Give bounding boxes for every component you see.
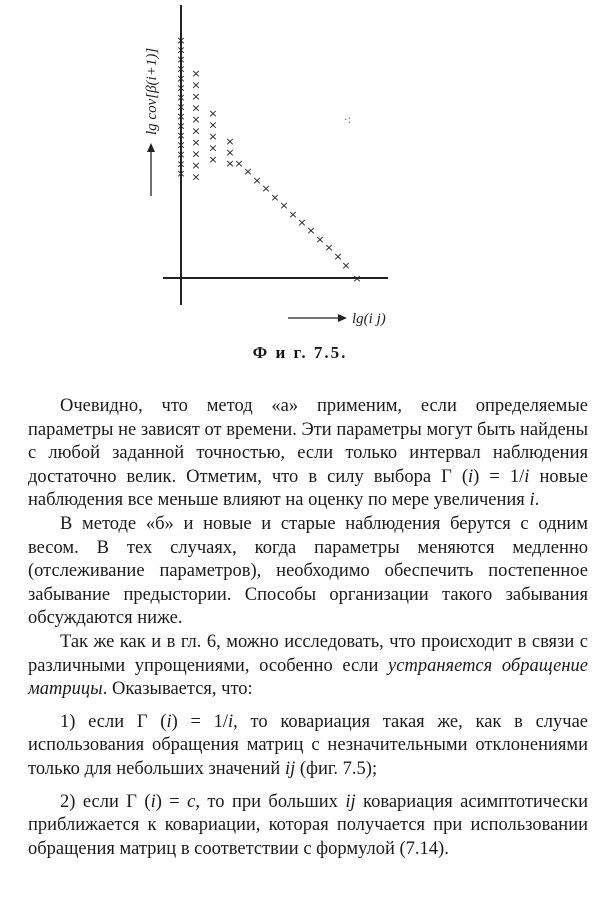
paragraph-p5: [28, 791, 588, 862]
data-marker: ×: [176, 119, 186, 133]
data-marker: ×: [225, 146, 235, 159]
paragraph-p3: [28, 631, 588, 702]
data-marker: ×: [191, 170, 201, 184]
data-marker: ×: [176, 100, 186, 114]
data-marker: ×: [279, 199, 289, 212]
text-run: новые наблюдения все меньше влияют на оценку по мере увеличения: [28, 466, 589, 511]
data-marker: ×: [191, 159, 201, 172]
data-marker: ×: [208, 153, 218, 166]
data-marker: ×: [208, 141, 218, 155]
text-run: ) =: [155, 791, 188, 812]
data-marker: ×: [208, 107, 218, 120]
paragraph-p1: [28, 395, 588, 513]
data-marker: ×: [176, 81, 186, 95]
data-marker: ×: [176, 62, 186, 76]
data-marker: ×: [225, 135, 235, 148]
data-marker: ×: [176, 129, 186, 142]
text-run: ) = 1/: [171, 711, 229, 732]
data-marker: ×: [352, 272, 362, 285]
text-run: 2) если Γ (: [60, 791, 151, 812]
text-run: ковариация асимптотически приближается к ковариации, которая получается при использовании обращения матриц в соответствии с формулой (7.14).: [28, 791, 588, 859]
paragraph-p4: [28, 711, 588, 782]
text-run: ij: [284, 758, 296, 779]
text-run: i: [468, 466, 474, 487]
data-marker: ×: [176, 53, 186, 66]
data-marker: ×: [270, 191, 280, 204]
data-marker: ×: [333, 250, 343, 263]
text-run: i: [166, 711, 172, 732]
text-run: , то ковариация такая же, как в случае использования обращения матриц с незначительными отклонениями только для небольших значений: [28, 711, 588, 779]
figure-caption: Ф и г. 7.5.: [252, 343, 348, 362]
text-run: i: [529, 490, 535, 511]
y-arrow-head: [147, 143, 155, 152]
data-marker: ×: [191, 101, 201, 115]
data-marker: ×: [176, 110, 186, 123]
data-marker: ×: [208, 118, 218, 132]
data-marker: ×: [176, 157, 186, 171]
marker-group: [176, 34, 361, 285]
x-axis-label: lg(i j): [352, 311, 386, 327]
y-axis-label: lg cov[β(i+1)]: [144, 47, 160, 135]
data-marker: ×: [243, 165, 253, 178]
x-arrow-head: [338, 314, 347, 322]
text-run: Так же как и в гл. 6, можно исследовать, что происходит в связи с различными упрощениями, особенно если: [28, 631, 588, 676]
text-run: i: [228, 711, 234, 732]
text-run: i: [150, 791, 156, 812]
data-marker: ×: [324, 241, 334, 254]
data-marker: ×: [191, 113, 201, 126]
data-marker: ×: [315, 233, 325, 246]
text-run: (фиг. 7.5);: [295, 758, 378, 779]
text-run: , то при больших: [195, 791, 346, 812]
data-marker: ×: [176, 138, 186, 152]
text-run: Очевидно, что метод «а» применим, если определяемые параметры не зависят от времени. Эти параметры могут быть найдены с любой заданной точностью, если только интервал наблюдения достаточно велик. Отметим, что в силу выбора Γ (: [28, 396, 588, 487]
text-run: 1) если Γ (: [60, 711, 167, 732]
data-marker: ×: [288, 208, 298, 221]
data-marker: ×: [176, 34, 186, 47]
data-marker: ×: [176, 148, 186, 161]
text-run: . Оказывается, что:: [102, 679, 253, 700]
data-marker: ×: [176, 43, 186, 57]
data-marker: ×: [191, 124, 201, 138]
text-run: ) = 1/: [473, 466, 525, 487]
text-run: .: [534, 490, 540, 511]
data-marker: ×: [191, 90, 201, 103]
figure-7-5: [0, 0, 600, 340]
data-marker: ×: [191, 78, 201, 92]
data-marker: ×: [176, 72, 186, 85]
data-marker: ×: [234, 157, 244, 170]
print-mark: ·:: [344, 113, 352, 126]
data-marker: ×: [176, 91, 186, 104]
data-marker: ×: [191, 136, 201, 149]
text-run: c: [187, 791, 196, 812]
figure-plot: [0, 0, 600, 340]
body-text: [28, 395, 588, 861]
data-marker: ×: [191, 67, 201, 80]
data-marker: ×: [176, 167, 186, 180]
data-marker: ×: [208, 130, 218, 143]
data-marker: ×: [297, 216, 307, 229]
data-marker: ×: [225, 157, 235, 170]
text-run: ij: [345, 791, 356, 812]
data-marker: ×: [261, 182, 271, 195]
text-run: устраняется обращение матрицы: [28, 655, 588, 700]
data-marker: ×: [191, 147, 201, 161]
data-marker: ×: [252, 174, 262, 187]
text-run: В методе «б» и новые и старые наблюдения берутся с одним весом. В тех случаях, когда параметры меняются медленно (отслеживание параметров), необходимо обеспечить постепенное забывание предыстории. Способы организации такого забывания обсуждаются ниже.: [28, 513, 588, 629]
data-marker: ×: [306, 224, 316, 237]
paragraph-p2: [28, 513, 588, 631]
text-run: i: [524, 466, 530, 487]
data-marker: ×: [341, 259, 351, 272]
